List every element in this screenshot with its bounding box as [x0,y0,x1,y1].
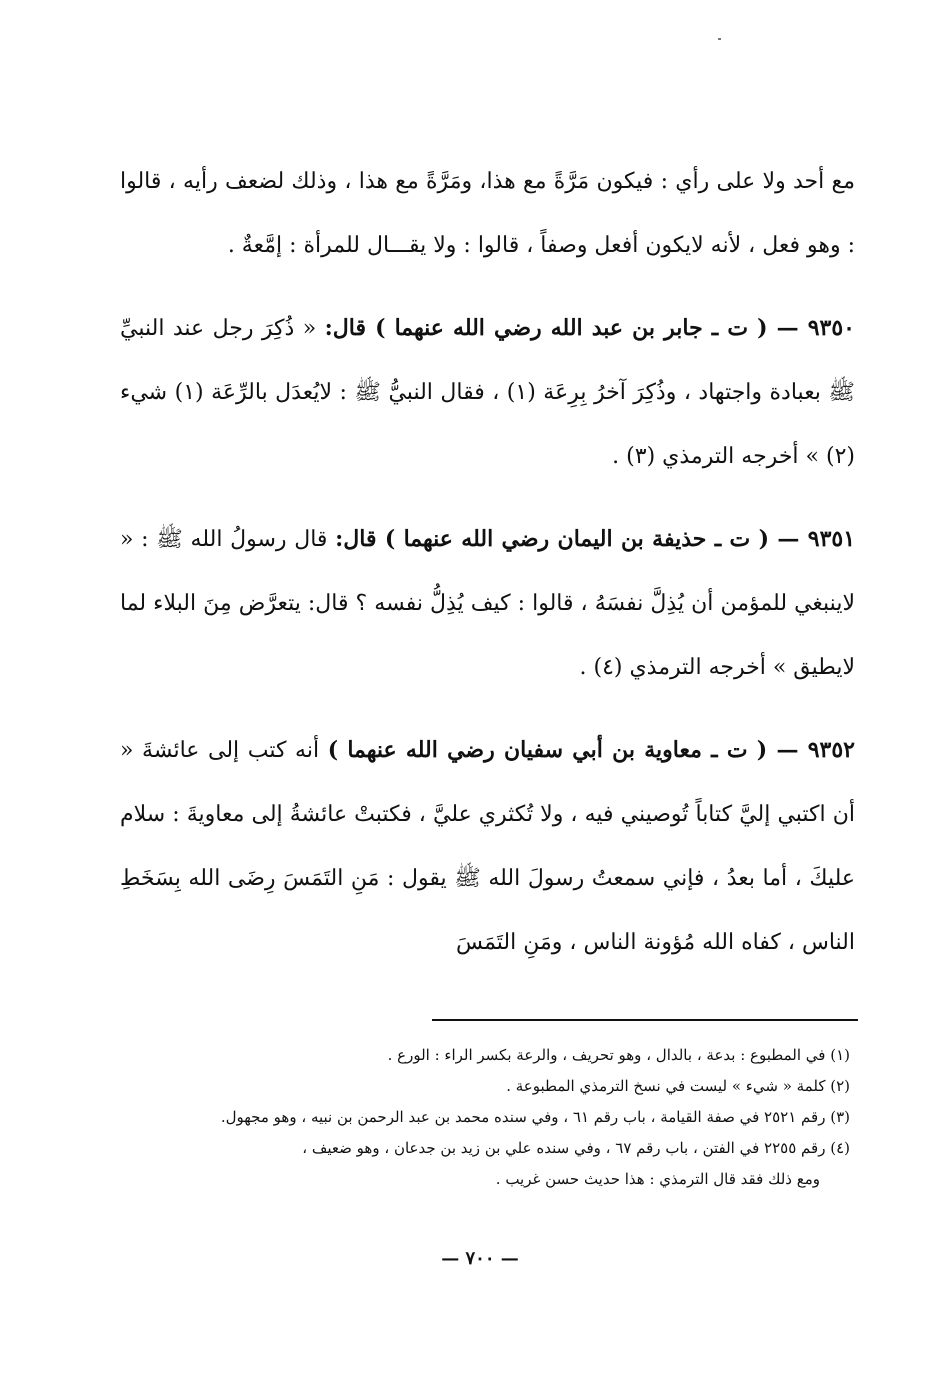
footnote-1: (١) في المطبوع : بدعة ، بالدال ، وهو تحريف ، والرعة بكسر الراء : الورع . [387,1046,850,1064]
footnote-2: (٢) كلمة « شيء » ليست في نسخ الترمذي المطبوعة . [506,1077,850,1095]
footnote-divider [432,1019,858,1021]
main-text [120,150,855,975]
footnote-3: (٣) رقم ٢٥٢١ في صفة القيامة ، باب رقم ٦١ ، وفي سنده محمد بن عبد الرحمن بن نبيه ، وهو مجهول. [220,1108,850,1126]
hadith-9352-text: أنه كتب إلى عائشةَ « أن اكتبي إليَّ كتاباً تُوصيني فيه ، ولا تُكثري عليَّ ، فكتبتْ عائشةُ إلى معاويةَ : سلام عليكَ ، أما بعدُ ، فإني سمعتُ رسولَ الله ﷺ يقول : مَنِ التَمَسَ رِضَى الله بِسَخَطِ الناس ، كفاه الله مُؤونة الناس ، ومَنِ التَمَسَ [120,738,855,955]
hadith-9352-heading: ٩٣٥٢ — ( ت ـ معاوية بن أبي سفيان رضي الله عنهما ) [327,737,855,763]
footnotes [120,1040,850,1195]
hadith-9350-text: « ذُكِرَ رجل عند النبيِّ ﷺ بعبادة واجتهاد ، وذُكِرَ آخرُ بِرِعَة (١) ، فقال النبيُّ ﷺ : لايُعدَل بالرِّعَة (١) شيء (٢) » أخرجه الترمذي (٣) . [120,316,856,469]
footnote-4-continued: ومع ذلك فقد قال الترمذي : هذا حديث حسن غريب . [495,1170,820,1188]
hadith-9351-text: قال رسولُ الله ﷺ : « لاينبغي للمؤمن أن يُذِلَّ نفسَهُ ، قالوا : كيف يُذِلُّ نفسه ؟ قال: يتعرَّض مِنَ البلاء لما لايطيق » أخرجه الترمذي (٤) . [120,527,855,680]
scan-speck [718,38,721,40]
hadith-9352 [120,718,855,975]
page-number: — ٧٠٠ — [441,1248,519,1269]
hadith-9351-heading: ٩٣٥١ — ( ت ـ حذيفة بن اليمان رضي الله عنهما ) قال: [335,526,856,552]
paragraph-1: مع أحد ولا على رأي : فيكون مَرَّةً مع هذا، ومَرَّةً مع هذا ، وذلك لضعف رأيه ، قالوا : وهو فعل ، لأنه لايكون أفعل وصفاً ، قالوا : ولا يقـــال للمرأة : إمَّعةٌ . [120,169,855,258]
hadith-9350 [120,296,855,489]
hadith-9351 [120,507,855,700]
hadith-9350-heading: ٩٣٥٠ — ( ت ـ جابر بن عبد الله رضي الله عنهما ) قال: [324,315,855,341]
footnote-4: (٤) رقم ٢٢٥٥ في الفتن ، باب رقم ٦٧ ، وفي سنده علي بن زيد بن جدعان ، وهو ضعيف ، [302,1139,850,1157]
